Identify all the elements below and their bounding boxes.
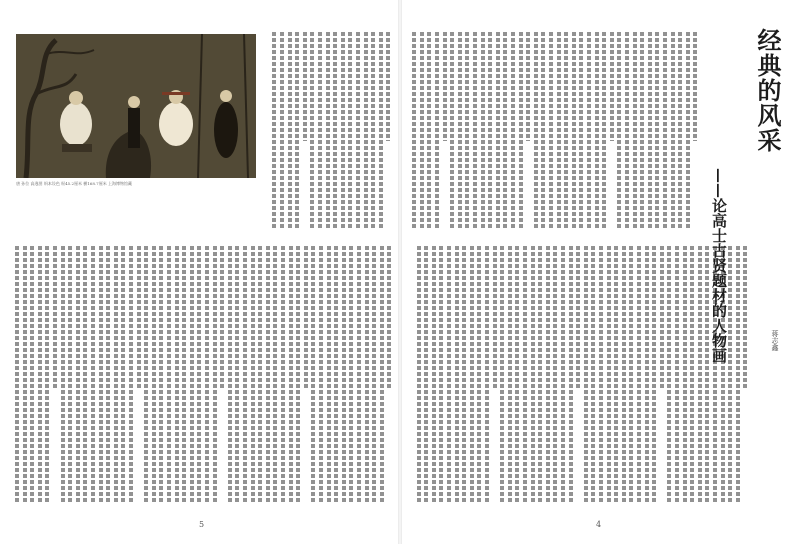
text-column [419, 32, 425, 230]
text-column [423, 246, 429, 504]
text-column [272, 246, 278, 504]
text-column [697, 246, 703, 504]
text-column [670, 32, 676, 230]
text-column [735, 246, 741, 504]
text-column [204, 246, 210, 504]
text-column [271, 32, 277, 230]
text-column [632, 32, 638, 230]
text-column [651, 246, 657, 504]
text-column [82, 246, 88, 504]
text-column [181, 246, 187, 504]
text-column [659, 246, 665, 388]
text-column [250, 246, 256, 504]
text-column [530, 246, 536, 504]
text-column [434, 32, 440, 230]
painting-caption: 唐 孙位 高逸图 绢本设色 纵45.2厘米 横168.7厘米 上海博物馆藏 [16, 181, 132, 186]
text-column [219, 246, 225, 388]
text-column [727, 246, 733, 504]
text-column [461, 246, 467, 504]
text-column [22, 246, 28, 504]
article-subtitle: ——论高士古贤题材的人物画 [710, 168, 728, 363]
text-column [113, 246, 119, 504]
text-column [556, 32, 562, 230]
text-column [303, 246, 309, 388]
text-column [689, 246, 695, 504]
text-column [294, 32, 300, 230]
text-column [522, 246, 528, 504]
text-column [484, 246, 490, 504]
text-column [196, 246, 202, 504]
text-column [606, 246, 612, 504]
text-column [594, 32, 600, 230]
text-column [37, 246, 43, 504]
text-column [325, 32, 331, 230]
text-column [265, 246, 271, 504]
text-column [52, 246, 58, 388]
text-column [644, 246, 650, 504]
text-column [514, 246, 520, 504]
text-column [309, 32, 315, 230]
text-column [371, 246, 377, 504]
text-column [234, 246, 240, 504]
text-column [518, 32, 524, 230]
text-column [533, 32, 539, 230]
text-column [507, 246, 513, 504]
text-column [578, 32, 584, 230]
page-gutter [398, 0, 402, 544]
text-column [364, 246, 370, 504]
text-column [639, 32, 645, 230]
text-column [370, 32, 376, 230]
text-column [666, 246, 672, 504]
text-column [677, 32, 683, 230]
text-column [288, 246, 294, 504]
text-column [685, 32, 691, 230]
text-column [469, 246, 475, 504]
text-column [487, 32, 493, 230]
text-column [590, 246, 596, 504]
text-column [624, 32, 630, 230]
text-column [347, 32, 353, 230]
text-column [502, 32, 508, 230]
text-column [537, 246, 543, 504]
text-column [120, 246, 126, 504]
text-column [386, 246, 392, 388]
text-column [583, 246, 589, 504]
text-column [464, 32, 470, 230]
text-column [128, 246, 134, 504]
text-column [601, 32, 607, 230]
text-column [75, 246, 81, 504]
text-column [647, 32, 653, 230]
text-column [411, 32, 417, 230]
text-column [340, 32, 346, 230]
text-column [495, 32, 501, 230]
text-block-top-right [410, 32, 700, 230]
text-column [575, 246, 581, 388]
text-column [426, 32, 432, 230]
text-column [136, 246, 142, 388]
text-column [613, 246, 619, 504]
text-column [60, 246, 66, 504]
text-column [499, 246, 505, 504]
painting-illustration [16, 34, 256, 178]
text-column [742, 246, 748, 388]
text-column [548, 32, 554, 230]
painting-image [16, 34, 256, 178]
page-number-left: 5 [199, 520, 205, 529]
text-column [457, 32, 463, 230]
text-block-bottom-right [410, 246, 750, 504]
author-name: 蒋志鑫 [771, 330, 779, 351]
text-column [151, 246, 157, 504]
text-column [692, 32, 698, 141]
text-column [621, 246, 627, 504]
text-column [332, 32, 338, 230]
text-column [449, 32, 455, 230]
text-column [227, 246, 233, 504]
page-number-right: 4 [596, 520, 602, 529]
article-title: 经典的风采 [753, 28, 782, 153]
text-column [571, 32, 577, 230]
text-column [552, 246, 558, 504]
text-column [318, 246, 324, 504]
text-column [385, 32, 391, 141]
text-column [348, 246, 354, 504]
text-column [355, 32, 361, 230]
text-column [67, 246, 73, 504]
text-column [636, 246, 642, 504]
text-column [295, 246, 301, 504]
text-column [598, 246, 604, 504]
text-column [674, 246, 680, 504]
text-column [174, 246, 180, 504]
text-column [654, 32, 660, 230]
text-column [212, 246, 218, 504]
text-column [287, 32, 293, 230]
text-column [356, 246, 362, 504]
text-column [563, 32, 569, 230]
text-column [560, 246, 566, 504]
text-column [302, 32, 308, 141]
text-column [333, 246, 339, 504]
text-column [279, 32, 285, 230]
text-column [480, 32, 486, 230]
text-column [310, 246, 316, 504]
text-column [431, 246, 437, 504]
text-column [446, 246, 452, 504]
text-block-top-left [265, 32, 393, 230]
text-column [143, 246, 149, 504]
text-column [341, 246, 347, 504]
text-column [545, 246, 551, 504]
text-column [29, 246, 35, 504]
text-column [525, 32, 531, 141]
text-column [472, 32, 478, 230]
text-column [416, 246, 422, 504]
text-block-bottom-left [14, 246, 394, 504]
text-column [317, 32, 323, 230]
text-column [14, 246, 20, 504]
text-column [98, 246, 104, 504]
text-column [454, 246, 460, 504]
text-column [438, 246, 444, 504]
text-column [158, 246, 164, 504]
text-column [492, 246, 498, 388]
text-column [379, 246, 385, 504]
text-column [628, 246, 634, 504]
text-column [442, 32, 448, 141]
text-column [586, 32, 592, 230]
text-column [105, 246, 111, 504]
text-column [280, 246, 286, 504]
text-column [166, 246, 172, 504]
text-column [189, 246, 195, 504]
text-column [540, 32, 546, 230]
text-column [568, 246, 574, 504]
text-column [616, 32, 622, 230]
text-column [682, 246, 688, 504]
text-column [44, 246, 50, 504]
text-column [326, 246, 332, 504]
text-column [378, 32, 384, 230]
text-column [242, 246, 248, 504]
text-column [90, 246, 96, 504]
text-column [662, 32, 668, 230]
text-column [363, 32, 369, 230]
text-column [510, 32, 516, 230]
text-column [476, 246, 482, 504]
text-column [609, 32, 615, 141]
text-column [257, 246, 263, 504]
